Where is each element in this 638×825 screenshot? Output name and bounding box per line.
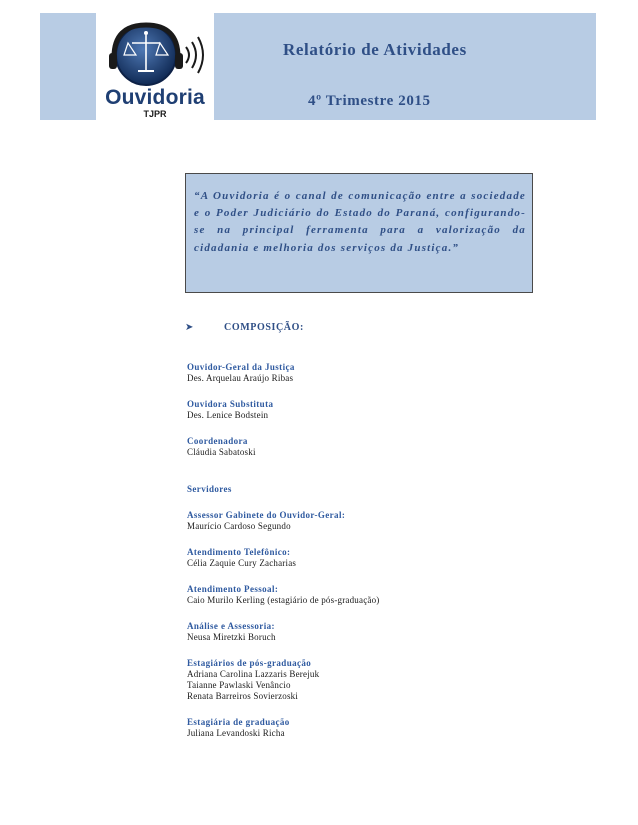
roster-entry: [187, 584, 517, 606]
roster-entry: [187, 658, 517, 702]
staff-roster: [187, 362, 517, 754]
report-period: 4º Trimestre 2015: [308, 93, 431, 109]
roster-role: Ouvidora Substituta: [187, 399, 274, 409]
roster-entry: [187, 362, 517, 384]
roster-role: Estagiários de pós-graduação: [187, 658, 312, 668]
roster-person: Juliana Levandoski Richa: [187, 728, 285, 738]
roster-person: Des. Arquelau Araújo Ribas: [187, 373, 294, 383]
roster-person: Renata Barreiros Sovierzoski: [187, 691, 299, 701]
roster-person: Des. Lenice Bodstein: [187, 410, 269, 420]
roster-person: Caio Murilo Kerling (estagiário de pós-graduação): [187, 595, 380, 605]
roster-entry: [187, 621, 517, 643]
logo-text: Ouvidoria: [105, 86, 205, 109]
roster-entry: [187, 484, 517, 495]
composition-heading-text: COMPOSIÇÃO:: [224, 322, 304, 333]
roster-role: Estagiária de graduação: [187, 717, 290, 727]
roster-person: Cláudia Sabatoski: [187, 447, 256, 457]
mission-quote-text: “A Ouvidoria é o canal de comunicação entre a sociedade e o Poder Judiciário do Estado do Paraná, configurando-se na principal ferramenta para a valorização da cidadania e melhoria dos serviços da Justiça.”: [194, 190, 526, 254]
roster-person: Maurício Cardoso Segundo: [187, 521, 291, 531]
roster-person: Taianne Pawlaski Venâncio: [187, 680, 291, 690]
mission-quote-box: [185, 173, 533, 293]
roster-role: Servidores: [187, 484, 232, 494]
roster-role: Análise e Assessoria:: [187, 621, 275, 631]
logo-subtext: TJPR: [143, 109, 167, 119]
arrow-bullet-icon: ➤: [185, 322, 194, 333]
roster-person: Célia Zaquie Cury Zacharias: [187, 558, 297, 568]
roster-role: Assessor Gabinete do Ouvidor-Geral:: [187, 510, 346, 520]
roster-entry: [187, 399, 517, 421]
roster-person: Adriana Carolina Lazzaris Berejuk: [187, 669, 320, 679]
roster-entry: [187, 436, 517, 458]
roster-role: Atendimento Telefônico:: [187, 547, 291, 557]
roster-role: Atendimento Pessoal:: [187, 584, 279, 594]
roster-entry: [187, 547, 517, 569]
roster-entry: [187, 510, 517, 532]
roster-role: Coordenadora: [187, 436, 248, 446]
roster-entry: [187, 717, 517, 739]
report-title: Relatório de Atividades: [283, 40, 467, 59]
roster-role: Ouvidor-Geral da Justiça: [187, 362, 295, 372]
roster-person: Neusa Miretzki Boruch: [187, 632, 276, 642]
ouvidoria-logo: [96, 13, 214, 120]
